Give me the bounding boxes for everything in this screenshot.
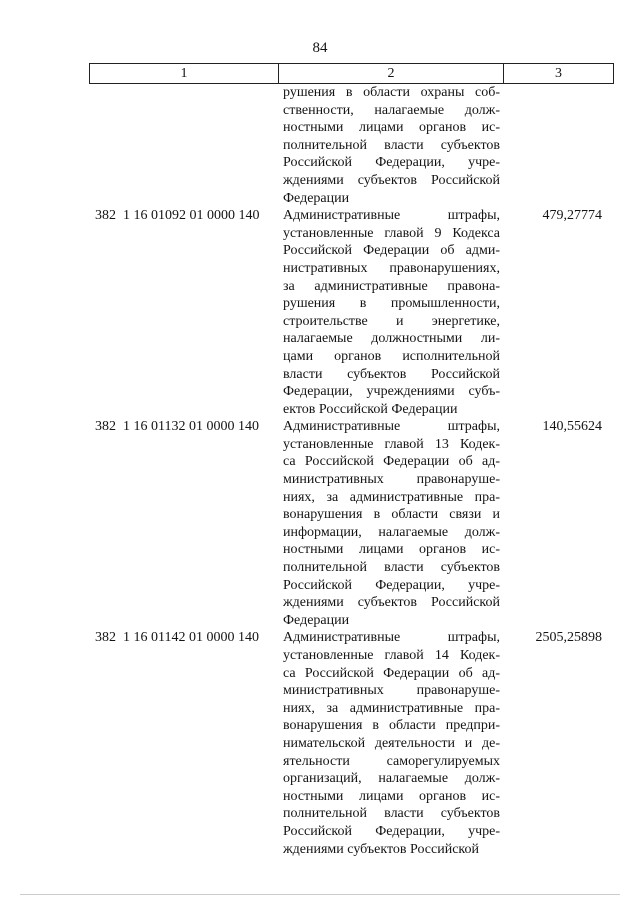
description-line: информации, налагаемые долж-	[283, 524, 500, 540]
description-line: са Российской Федерации об ад-	[283, 665, 500, 681]
description-line: за административные правона-	[283, 278, 500, 294]
description-line: строительстве и энергетике,	[283, 313, 500, 329]
row-description	[283, 84, 500, 207]
description-line: Административные штрафы,	[283, 208, 500, 224]
scan-border-line	[20, 894, 620, 895]
description-line: министративных правонаруше-	[283, 683, 500, 699]
description-line: ностными лицами органов ис-	[283, 788, 500, 804]
description-line: Федерации	[283, 612, 350, 628]
description-line: Административные штрафы,	[283, 630, 500, 646]
header-col-2: 2	[279, 64, 504, 83]
page-number: 84	[312, 40, 328, 56]
description-line: ектов Российской Федерации	[283, 401, 458, 417]
row-code-empty	[89, 84, 283, 207]
description-line: ниях, за административные пра-	[283, 700, 500, 716]
description-line: полнительной власти субъектов	[283, 560, 500, 576]
description-line: нистративных правонарушениях,	[283, 260, 500, 276]
description-line: Федерации, учреждениями субъ-	[283, 384, 500, 400]
table-body	[89, 84, 614, 858]
table-header	[89, 63, 614, 84]
description-line: ственности, налагаемые долж-	[283, 102, 500, 118]
description-line: рушения в промышленности,	[283, 296, 500, 312]
description-line: полнительной власти субъектов	[283, 137, 500, 153]
description-line: налагаемые должностными ли-	[283, 331, 500, 347]
description-line: власти субъектов Российской	[283, 366, 500, 382]
description-line: полнительной власти субъектов	[283, 806, 500, 822]
description-line: Российской Федерации об адми-	[283, 243, 500, 259]
row-description	[283, 207, 500, 418]
description-line: Федерации	[283, 190, 350, 206]
description-line: ностными лицами органов ис-	[283, 542, 500, 558]
row-description	[283, 629, 500, 858]
row-amount: 479,27774	[542, 208, 602, 224]
description-line: ждениями субъектов Российской	[283, 172, 500, 188]
header-col-3: 3	[555, 66, 562, 81]
description-line: ниях, за административные пра-	[283, 489, 500, 505]
table-row	[89, 207, 614, 418]
table-row-continuation	[89, 84, 614, 207]
row-code: 382 1 16 01142 01 0000 140	[95, 630, 259, 646]
row-amount-empty	[500, 84, 614, 207]
description-line: установленные главой 13 Кодек-	[283, 436, 500, 452]
table-row	[89, 629, 614, 858]
description-line: цами органов исполнительной	[283, 348, 500, 364]
row-amount: 2505,25898	[535, 630, 602, 646]
description-line: Российской Федерации, учре-	[283, 155, 500, 171]
description-line: Российской Федерации, учре-	[283, 577, 500, 593]
description-line: установленные главой 14 Кодек-	[283, 648, 500, 663]
description-line: министративных правонаруше-	[283, 472, 500, 488]
description-line: вонарушения в области связи и	[283, 507, 500, 523]
description-line: ждениями субъектов Российской	[283, 595, 500, 611]
description-line: Административные штрафы,	[283, 419, 500, 435]
row-code: 382 1 16 01132 01 0000 140	[95, 419, 259, 435]
row-description	[283, 418, 500, 629]
description-line: Российской Федерации, учре-	[283, 823, 500, 839]
description-line: вонарушения в области предпри-	[283, 718, 500, 734]
description-line: нимательской деятельности и де-	[283, 735, 500, 751]
description-line: ждениями субъектов Российской	[283, 841, 480, 857]
table-rows	[89, 207, 614, 858]
description-line: ятельности саморегулируемых	[283, 753, 500, 769]
table-row	[89, 418, 614, 629]
description-line: организаций, налагаемые долж-	[283, 771, 500, 787]
description-line: са Российской Федерации об ад-	[283, 454, 500, 470]
header-col-1: 1	[90, 64, 279, 83]
row-code: 382 1 16 01092 01 0000 140	[95, 208, 260, 224]
row-amount: 140,55624	[542, 419, 602, 435]
description-line: установленные главой 9 Кодекса	[283, 225, 500, 241]
description-line: рушения в области охраны соб-	[283, 85, 500, 100]
description-line: ностными лицами органов ис-	[283, 120, 500, 136]
